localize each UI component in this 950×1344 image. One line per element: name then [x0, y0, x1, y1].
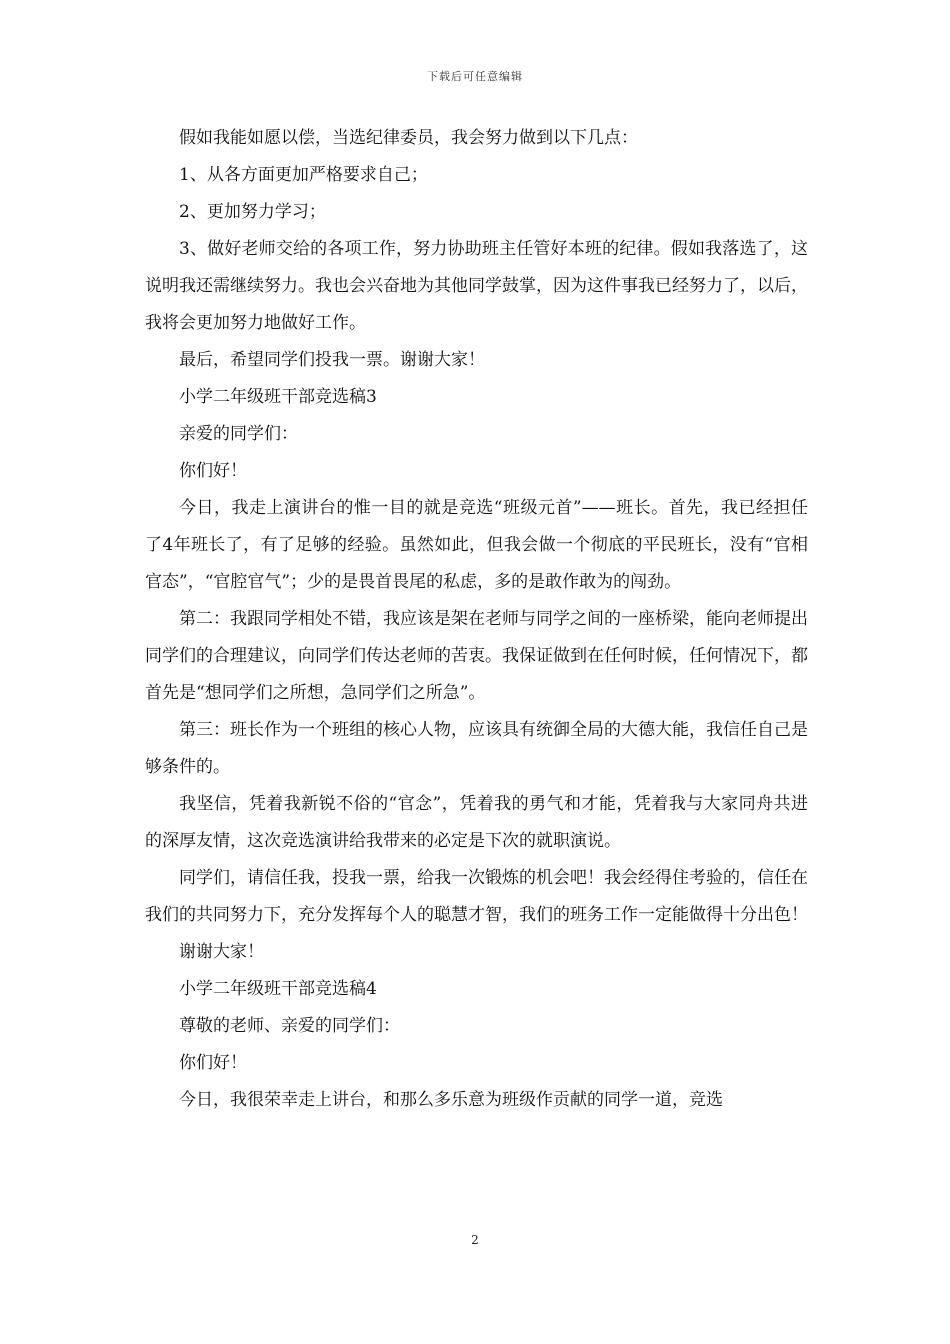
paragraph: 今日，我很荣幸走上讲台，和那么多乐意为班级作贡献的同学一道，竞选	[179, 1090, 723, 1110]
greeting: 你们好！	[179, 461, 247, 481]
greeting: 你们好！	[179, 1053, 247, 1073]
list-item: 3、做好老师交给的各项工作，努力协助班主任管好本班的纪律。假如我落选了，这说明我还需继续努力。我也会兴奋地为其他同学鼓掌，因为这件事我已经努力了，以后，我将会更加努力地做好工作。	[145, 239, 808, 333]
paragraph: 最后，希望同学们投我一票。谢谢大家！	[179, 350, 485, 370]
closing: 谢谢大家！	[179, 942, 264, 962]
list-item: 1、从各方面更加严格要求自己；	[179, 165, 428, 185]
paragraph: 同学们，请信任我，投我一票，给我一次锻炼的机会吧！我会经得住考验的，信任在我们的共同努力下，充分发挥每个人的聪慧才智，我们的班务工作一定能做得十分出色！	[145, 868, 808, 925]
paragraph: 假如我能如愿以偿，当选纪律委员，我会努力做到以下几点：	[179, 128, 638, 148]
document-body	[145, 120, 808, 1119]
section-title: 小学二年级班干部竞选稿4	[179, 979, 377, 999]
page-header-note: 下载后可任意编辑	[427, 70, 523, 83]
list-item: 2、更加努力学习；	[179, 202, 326, 222]
salutation: 亲爱的同学们：	[179, 424, 298, 444]
paragraph: 第三：班长作为一个班组的核心人物，应该具有统御全局的大德大能，我信任自己是够条件的。	[145, 720, 808, 777]
paragraph: 今日，我走上演讲台的惟一目的就是竞选“班级元首”——班长。首先，我已经担任了4年班长了，有了足够的经验。虽然如此，但我会做一个彻底的平民班长，没有“官相官态”，“官腔官气”；少的是畏首畏尾的私虑，多的是敢作敢为的闯劲。	[145, 498, 808, 592]
section-title: 小学二年级班干部竞选稿3	[179, 387, 377, 407]
paragraph: 第二：我跟同学相处不错，我应该是架在老师与同学之间的一座桥梁，能向老师提出同学们的合理建议，向同学们传达老师的苦衷。我保证做到在任何时候，任何情况下，都首先是“想同学们之所想，急同学们之所急”。	[145, 609, 808, 703]
page-number: 2	[471, 1233, 479, 1247]
paragraph: 我坚信，凭着我新锐不俗的“官念”，凭着我的勇气和才能，凭着我与大家同舟共进的深厚友情，这次竞选演讲给我带来的必定是下次的就职演说。	[145, 794, 808, 851]
salutation: 尊敬的老师、亲爱的同学们：	[179, 1016, 400, 1036]
